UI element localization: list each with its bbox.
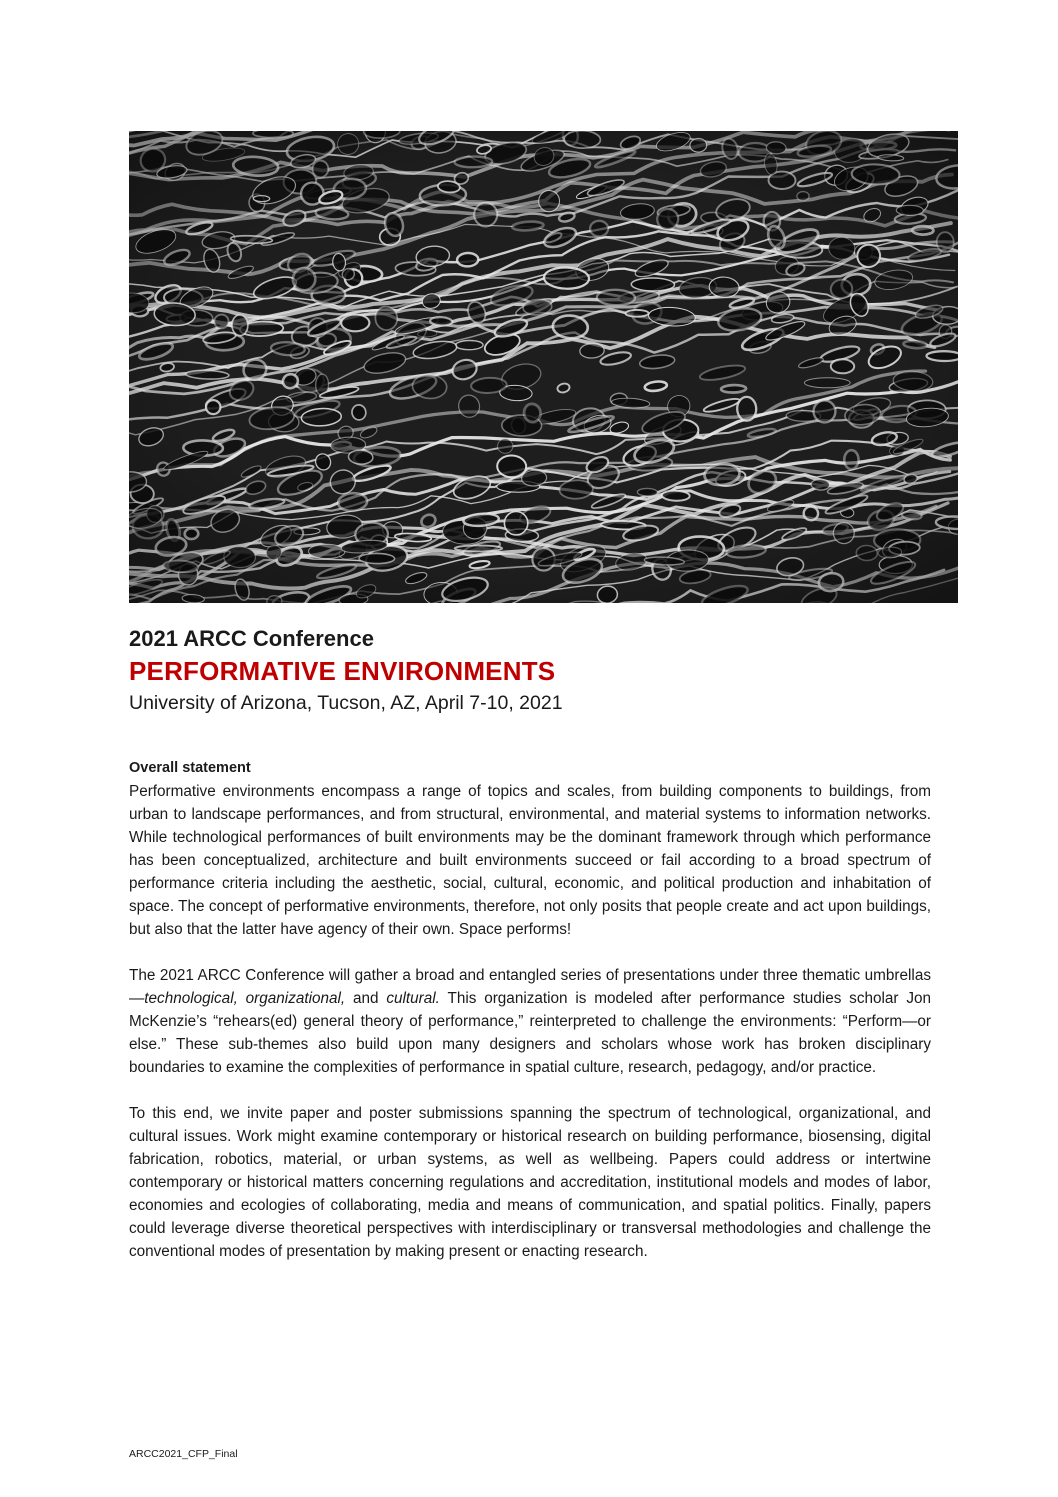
- section-heading: Overall statement: [129, 760, 251, 776]
- conference-title: 2021 ARCC Conference: [129, 626, 374, 651]
- paragraph-2-end: This organization is modeled after performance studies scholar Jon McKenzie’s “rehears(ed) general theory of performance,” reinterpreted to challenge the environments: “Perform—or else.” These sub-themes also build upon many designers and scholars whose work has broken disciplinary boundaries to examine the complexities of performance in spatial culture, research, pedagogy, and/or practice.: [129, 990, 931, 1076]
- paragraph-2-emphasis-2: cultural.: [386, 990, 440, 1007]
- paragraph-2-emphasis-1: technological, organizational,: [144, 990, 346, 1007]
- hero-image: [129, 131, 958, 603]
- footer-filename: ARCC2021_CFP_Final: [129, 1448, 238, 1460]
- paragraph-3: To this end, we invite paper and poster submissions spanning the spectrum of technological, organizational, and cultural issues. Work might examine contemporary or historical research on building performance, biosensing, digital fabrication, robotics, material, or urban systems, as well as wellbeing. Papers could address or intertwine contemporary or historical matters concerning regulations and accreditation, institutional models and modes of labor, economies and ecologies of collaborating, media and means of communication, and spatial politics. Finally, papers could leverage diverse theoretical perspectives with interdisciplinary or transversal methodologies and challenge the conventional modes of presentation by making present or enacting research.: [129, 1105, 931, 1260]
- paragraph-2-start: The 2021 ARCC Conference will gather a broad and entangled series of presentations under three thematic umbrellas—: [129, 967, 931, 1007]
- conference-location: University of Arizona, Tucson, AZ, April 7-10, 2021: [129, 692, 563, 714]
- statement-section: [129, 757, 931, 1286]
- paragraph-2: [129, 964, 931, 1079]
- conference-theme: PERFORMATIVE ENVIRONMENTS: [129, 656, 556, 686]
- paragraph-1: Performative environments encompass a range of topics and scales, from building components to buildings, from urban to landscape performances, and from structural, environmental, and material systems to information networks. While technological performances of built environments may be the dominant framework through which performance has been conceptualized, architecture and built environments succeed or fail according to a broad spectrum of performance criteria including the aesthetic, social, cultural, economic, and political production and inhabitation of space. The concept of performative environments, therefore, not only posits that people create and act upon buildings, but also that the latter have agency of their own. Space performs!: [129, 783, 931, 938]
- fiber-network-image: [129, 131, 958, 603]
- paragraph-2-and: and: [345, 990, 387, 1007]
- title-block: [129, 624, 958, 718]
